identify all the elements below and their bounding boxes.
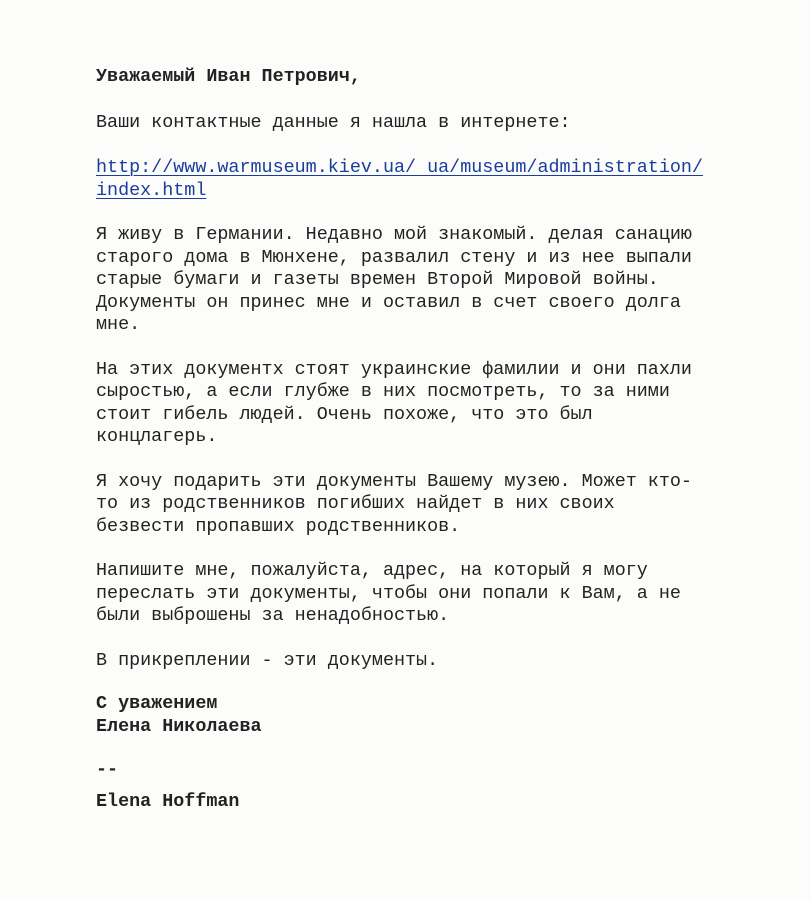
paragraph-line: Напишите мне, пожалуйста, адрес, на который я могу xyxy=(96,560,648,581)
paragraph-line: безвести пропавших родственников. xyxy=(96,515,461,537)
paragraph-4 xyxy=(96,560,796,628)
signature-latin: Elena Hoffman xyxy=(96,790,240,812)
paragraph-line: Я живу в Германии. Недавно мой знакомый. делая санацию xyxy=(96,224,692,245)
paragraph-line: сыростью, а если глубже в них посмотреть, то за ними xyxy=(96,381,670,402)
closing: С уважением xyxy=(96,693,218,714)
signature-name: Елена Николаева xyxy=(96,715,262,737)
paragraph-line: старого дома в Мюнхене, развалил стену и из нее выпали xyxy=(96,246,692,268)
attachment-note: В прикреплении - эти документы. xyxy=(96,649,439,671)
museum-link[interactable] xyxy=(96,157,796,202)
paragraph-line: Документы он принес мне и оставил в счет своего долга xyxy=(96,291,681,313)
paragraph-line: концлагерь. xyxy=(96,426,218,447)
paragraph-line: то из родственников погибших найдет в них своих xyxy=(96,493,615,514)
paragraph-1 xyxy=(96,224,796,337)
intro-line: Ваши контактные данные я нашла в интернете: xyxy=(96,111,571,133)
paragraph-line: мне. xyxy=(96,314,141,335)
link-line-2[interactable]: index.html xyxy=(96,179,207,201)
letter-body xyxy=(96,66,796,813)
paragraph-line: переслать эти документы, чтобы они попали к Вам, а не xyxy=(96,582,681,604)
link-line-1[interactable]: http://www.warmuseum.kiev.ua/ ua/museum/administration/ xyxy=(96,157,703,178)
paragraph-line: были выброшены за ненадобностью. xyxy=(96,605,450,626)
paragraph-line: старые бумаги и газеты времен Второй Мировой войны. xyxy=(96,269,659,290)
paragraph-line: стоит гибель людей. Очень похоже, что это был xyxy=(96,403,593,425)
paragraph-3 xyxy=(96,471,796,539)
paragraph-line: На этих документх стоят украинские фамилии и они пахли xyxy=(96,358,692,380)
signature-separator: -- xyxy=(96,759,119,780)
paragraph-line: Я хочу подарить эти документы Вашему музею. Может кто- xyxy=(96,470,692,492)
greeting: Уважаемый Иван Петрович, xyxy=(96,66,361,87)
paragraph-2 xyxy=(96,359,796,449)
